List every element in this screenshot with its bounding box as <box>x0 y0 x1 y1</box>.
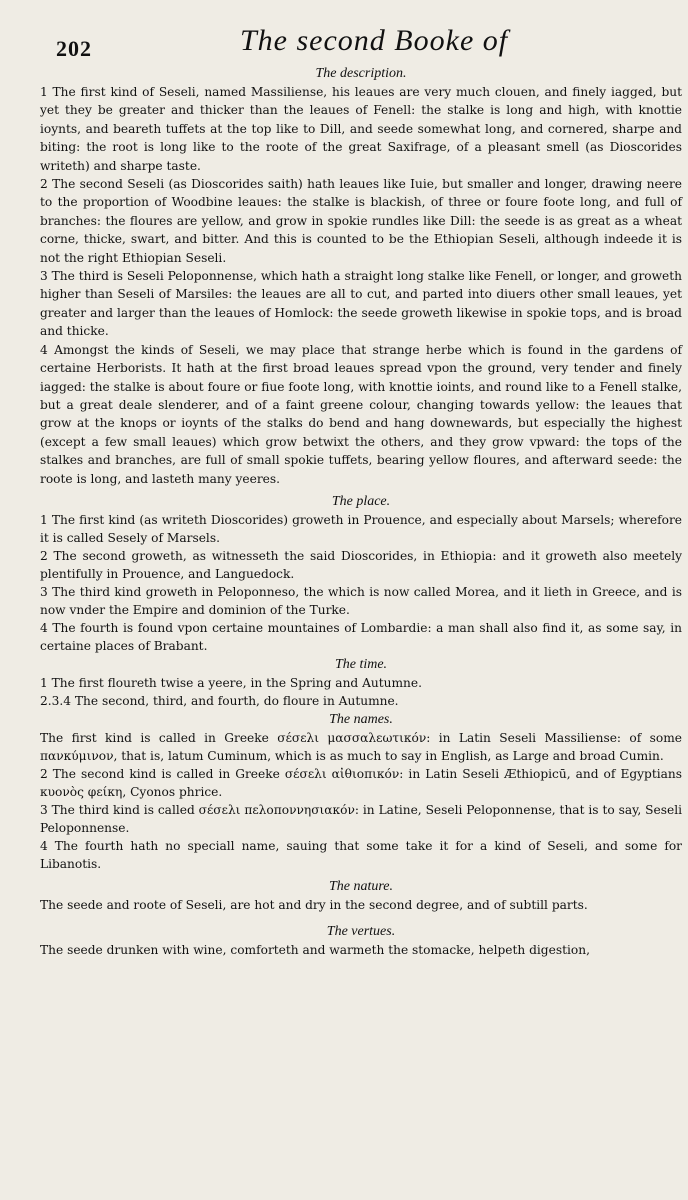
vertues-paragraph-1: The seede drunken with wine, comforteth and warmeth the stomacke, helpeth digestion, <box>40 942 590 957</box>
page-number: 202 <box>56 36 92 61</box>
heading-nature: The nature. <box>328 878 394 894</box>
heading-description: The description. <box>315 66 407 81</box>
names-paragraph-1: The first kind is called in Greeke σέσελι μασσαλεωτικόν: in Latin Seseli Massiliense: of some πανκύμινον, that is, latum Cuminum, which is as much to say in English, as Large and broad Cumin. <box>40 730 682 763</box>
description-paragraph-2: 2 The second Seseli (as Dioscorides saith) hath leaues like Iuie, but smaller and longer, drawing neere to the proportion of Woodbine leaues: the stalke is blackish, of three or foure foote long, and full of branches: the floures are yellow, and grow in spokie rundles like Dill: the seede is as great as a wheat corne, thicke, swart, and bitter. And this is counted to be the Ethiopian Seseli, although indeede it is not the right Ethiopian Seseli. <box>40 177 682 265</box>
description-paragraph-3: 3 The third is Seseli Peloponnense, which hath a straight long stalke like Fenell, or longer, and groweth higher than Seseli of Marsiles: the leaues are all to cut, and parted into diuers other small leaues, yet greater and larger than the leaues of Homlock: the seede groweth likewise in spokie tops, and is broad and thicke. <box>40 269 682 339</box>
time-paragraph-2: 2.3.4 The second, third, and fourth, do floure in Autumne. <box>40 693 399 708</box>
heading-place: The place. <box>331 493 391 509</box>
time-paragraph-1: 1 The first floureth twise a yeere, in the Spring and Autumne. <box>40 675 422 690</box>
place-paragraph-4: 4 The fourth is found vpon certaine mountaines of Lombardie: a man shall also find it, as some say, in certaine places of Brabant. <box>40 620 682 653</box>
place-paragraph-3: 3 The third kind groweth in Peloponneso, the which is now called Morea, and it lieth in Greece, and is now vnder the Empire and dominion of the Turke. <box>40 584 682 617</box>
place-paragraph-2: 2 The second groweth, as witnesseth the said Dioscorides, in Ethiopia: and it groweth also meetely plentifully in Prouence, and Languedock. <box>40 548 682 581</box>
place-paragraph-1: 1 The first kind (as writeth Dioscorides) groweth in Prouence, and especially about Marsels; wherefore it is called Sesely of Marsels. <box>40 512 682 545</box>
heading-vertues: The vertues. <box>326 923 396 939</box>
heading-names: The names. <box>329 711 393 727</box>
running-title: The second Booke of <box>240 24 509 57</box>
running-head <box>40 24 682 64</box>
description-paragraph-1: 1 The first kind of Seseli, named Massiliense, his leaues are very much clouen, and finely iagged, but yet they be greater and thicker than the leaues of Fenell: the stalke is long and high, with knottie ioynts, and beareth tuffets at the top like to Dill, and seede somewhat long, and cornered, sharpe and biting: the root is long like to the roote of the great Saxifrage, of a pleasant smell (as Dioscorides writeth) and sharpe taste. <box>40 85 682 173</box>
names-paragraph-4: 4 The fourth hath no speciall name, sauing that some take it for a kind of Seseli, and some for Libanotis. <box>40 838 682 871</box>
description-paragraph-4: 4 Amongst the kinds of Seseli, we may place that strange herbe which is found in the gardens of certaine Herborists. It hath at the first broad leaues spread vpon the ground, very tender and finely iagged: the stalke is about foure or fiue foote long, with knottie ioints, and round like to a Fenell stalke, but a great deale slenderer, and of a faint greene colour, changing towards yellow: the leaues that grow at the knops or ioynts of the stalks do bend and hang downewards, but especially the highest (except a few small leaues) which grow betwixt the others, and they grow vpward: the tops of the stalkes and branches, are full of small spokie tuffets, bearing yellow floures, and afterward seede: the roote is long, and lasteth many yeeres. <box>40 342 682 486</box>
nature-paragraph-1: The seede and roote of Seseli, are hot and dry in the second degree, and of subtill parts. <box>40 897 588 912</box>
names-paragraph-2: 2 The second kind is called in Greeke σέσελι αἰθιοπικόν: in Latin Seseli Æthiopicū, and of Egyptians κυονὸς φείκη, Cyonos phrice. <box>40 766 682 799</box>
names-paragraph-3: 3 The third kind is called σέσελι πελοποννησιακόν: in Latine, Seseli Peloponnense, that is to say, Seseli Peloponnense. <box>40 802 682 835</box>
heading-time: The time. <box>334 656 388 672</box>
